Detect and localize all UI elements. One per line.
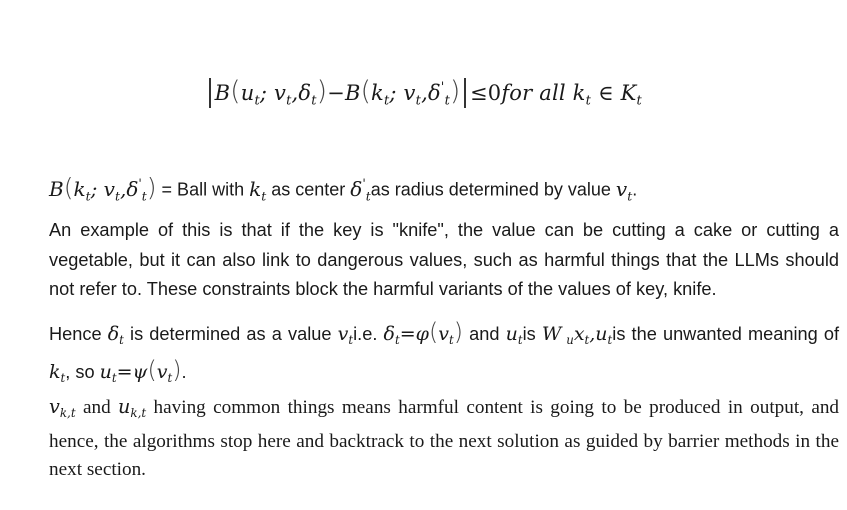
p2-and: and [469, 324, 500, 344]
p2-k: $k_t$ [49, 360, 66, 385]
p2-is: is [522, 324, 536, 344]
paragraph-hence: Hence $\delta_t$ is determined as a value $v_ti.e$. $\delta_t=\varphi(v_t)$ and $u_tis$ W $_ux_t,u_tis$ the unwanted meaning of $k_t$, so $u_t=\psi(v_t)$. [49, 318, 840, 385]
eq-minus: − [327, 81, 345, 106]
p2-u-eq: $u_t=\psi(v_t)$ [99, 355, 182, 385]
p2-delta-eq: $\delta_t=\varphi(v_t)$ [383, 318, 463, 348]
def-ball-symbol: $B(k_t$; $v_t,\delta'_t$) [49, 172, 157, 203]
p2-u: $u_t$ [505, 323, 523, 348]
p3-u: $u_{k,t}$ [118, 395, 147, 421]
p2-v: $v_t$ [337, 323, 354, 348]
p2-ie: i.e. [353, 324, 378, 344]
def-v: $v_t$ [615, 176, 633, 203]
eq-term-b-k: $B(k_t$; $v_t,\delta'_t$) [344, 77, 461, 109]
p2-is-determined: is determined as a value [130, 324, 332, 344]
abs-bar-left [209, 78, 211, 108]
eq-for-all-text: for all [501, 81, 566, 106]
abs-bar-right [464, 78, 466, 108]
eq-ineq: ≤0 [469, 81, 502, 106]
def-delta: $\delta'_t$ [350, 175, 371, 203]
eq-term-b-u: $B(u_t$; $v_t,\delta_t$) [214, 77, 328, 109]
p2-delta: $\delta_t$ [107, 323, 124, 348]
def-k: $k_t$ [249, 176, 267, 203]
definition-line: $B(k_t$; $v_t,\delta'_t$) = Ball with $k_t$ as center $\delta'_tas$ radius determined by value $v_t$. [49, 172, 638, 203]
display-equation [0, 68, 847, 122]
eq-for-all: for all $k_t$ ∈ $K_t$ [501, 81, 642, 109]
paragraph-common-things [49, 393, 839, 485]
p3-and: and [82, 397, 111, 418]
p3-v: $v_{k,t}$ [49, 395, 76, 421]
p2-is-unwanted: is the unwanted meaning of [612, 324, 840, 344]
p2-so: , so [65, 361, 95, 382]
def-as-center: as center [271, 179, 346, 200]
def-as-radius: as radius determined by value [370, 179, 611, 200]
eq-in-symbol: ∈ [597, 81, 614, 106]
paragraph-example: An example of this is that if the key is "knife", the value can be cutting a cake or cutting a vegetable, but it can also link to dangerous values, such as harmful things that the LLMs should not refer to. These constraints block the harmful variants of the values of key, knife. [49, 220, 839, 299]
def-ball-text: = Ball with [161, 179, 245, 200]
p2-wux: W $_ux_t,u_t$ [541, 323, 613, 348]
p3-rest: having common things means harmful content is going to be produced in output, and hence, the algorithms stop here and backtrack to the next solution as guided by barrier methods in the next section. [49, 397, 840, 481]
p2-hence: Hence [49, 324, 102, 344]
